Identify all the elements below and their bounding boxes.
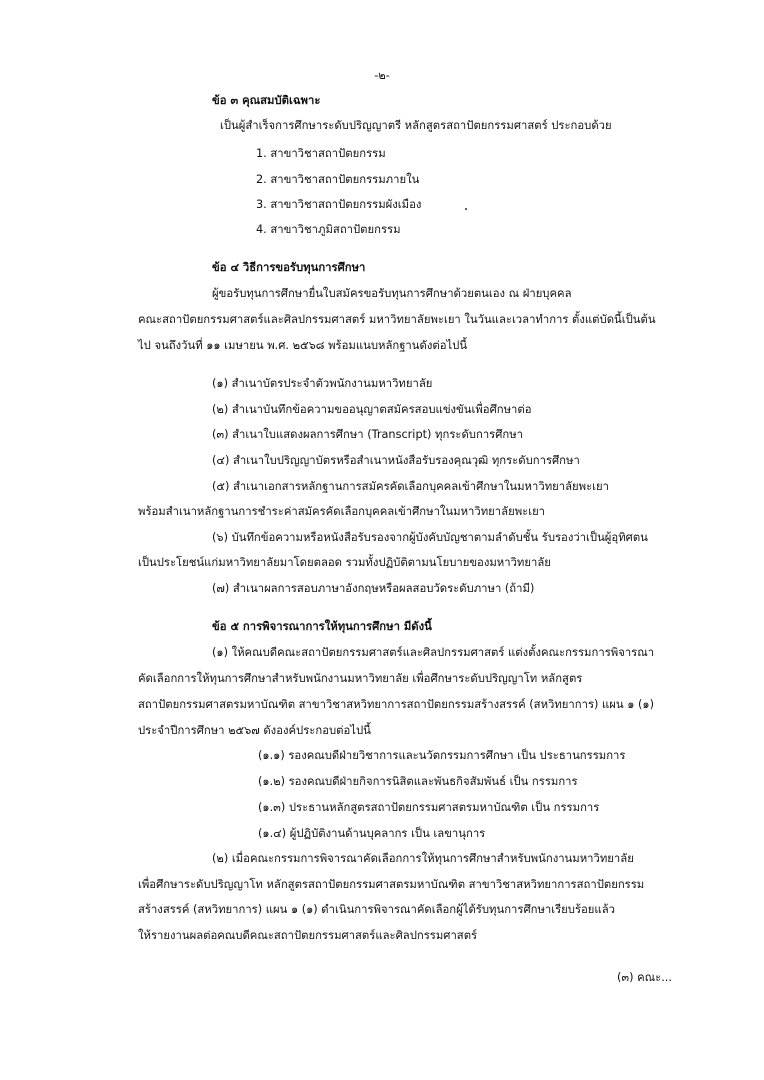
section-3-intro: เป็นผู้สำเร็จการศึกษาระดับปริญญาตรี หลักสูตรสถาปัตยกรรมศาสตร์ ประกอบด้วย	[220, 119, 612, 132]
section-3-item: 2. สาขาวิชาสถาปัตยกรรมภายใน	[256, 173, 420, 186]
section-4-item: (๑) สำเนาบัตรประจำตัวพนักงานมหาวิทยาลัย	[212, 377, 433, 390]
section-5-paragraph-line: สร้างสรรค์ (สหวิทยาการ) แผน ๑ (๑) ดำเนินการพิจารณาคัดเลือกผู้ได้รับทุนการศึกษาเรียบร้อยแล้ว	[138, 903, 615, 916]
section-4-item: (๓) สำเนาใบแสดงผลการศึกษา (Transcript) ทุกระดับการศึกษา	[212, 428, 524, 441]
section-4-item: (๖) บันทึกข้อความหรือหนังสือรับรองจากผู้บังคับบัญชาตามลำดับชั้น รับรองว่าเป็นผู้อุทิศตน	[212, 531, 648, 544]
section-5-paragraph-line: เพื่อศึกษาระดับปริญญาโท หลักสูตรสถาปัตยกรรมศาสตรมหาบัณฑิต สาขาวิชาสหวิทยาการสถาปัตยกรรม	[138, 878, 645, 891]
section-5-paragraph-line: (๑) ให้คณบดีคณะสถาปัตยกรรมศาสตร์และศิลปกรรมศาสตร์ แต่งตั้งคณะกรรมการพิจารณา	[212, 646, 655, 659]
section-4-paragraph-line: คณะสถาปัตยกรรมศาสตร์และศิลปกรรมศาสตร์ มหาวิทยาลัยพะเยา ในวันและเวลาทำการ ตั้งแต่บัดนี้เป็นต้น	[138, 313, 656, 326]
committee-member: (๑.๓) ประธานหลักสูตรสถาปัตยกรรมศาสตรมหาบัณฑิต เป็น กรรมการ	[258, 801, 600, 814]
continuation-text: (๓) คณะ...	[616, 971, 672, 984]
section-4-paragraph-line: ไป จนถึงวันที่ ๑๑ เมษายน พ.ศ. ๒๕๖๘ พร้อมแนบหลักฐานดังต่อไปนี้	[138, 339, 468, 352]
section-5-paragraph-line: (๒) เมื่อคณะกรรมการพิจารณาคัดเลือกการให้ทุนการศึกษาสำหรับพนักงานมหาวิทยาลัย	[212, 852, 634, 865]
section-3-heading: ข้อ ๓ คุณสมบัติเฉพาะ	[212, 94, 321, 107]
section-4-item: (๒) สำเนาบันทึกข้อความขออนุญาตสมัครสอบแข่งขันเพื่อศึกษาต่อ	[212, 403, 532, 416]
section-5-paragraph-line: ให้รายงานผลต่อคณบดีคณะสถาปัตยกรรมศาสตร์และศิลปกรรมศาสตร์	[138, 929, 478, 942]
section-4-heading: ข้อ ๔ วิธีการขอรับทุนการศึกษา	[212, 261, 366, 274]
section-5-paragraph-line: สถาปัตยกรรมศาสตรมหาบัณฑิต สาขาวิชาสหวิทยาการสถาปัตยกรรมสร้างสรรค์ (สหวิทยาการ) แผน ๑ (๑)	[138, 698, 654, 711]
section-3-item: 1. สาขาวิชาสถาปัตยกรรม	[256, 147, 386, 160]
committee-member: (๑.๔) ผู้ปฏิบัติงานด้านบุคลากร เป็น เลขานุการ	[258, 827, 486, 840]
section-3-item: 4. สาขาวิชาภูมิสถาปัตยกรรม	[256, 223, 401, 236]
section-3-item: 3. สาขาวิชาสถาปัตยกรรมผังเมือง	[256, 198, 422, 211]
section-5-paragraph-line: คัดเลือกการให้ทุนการศึกษาสำหรับพนักงานมหาวิทยาลัย เพื่อศึกษาระดับปริญญาโท หลักสูตร	[138, 672, 583, 685]
committee-member: (๑.๒) รองคณบดีฝ่ายกิจการนิสิตและพันธกิจสัมพันธ์ เป็น กรรมการ	[258, 775, 578, 788]
section-4-paragraph-line: ผู้ขอรับทุนการศึกษายื่นใบสมัครขอรับทุนการศึกษาด้วยตนเอง ณ ฝ่ายบุคคล	[212, 287, 572, 300]
section-4-item-continued: พร้อมสำเนาหลักฐานการชำระค่าสมัครคัดเลือกบุคคลเข้าศึกษาในมหาวิทยาลัยพะเยา	[138, 505, 546, 518]
committee-member: (๑.๑) รองคณบดีฝ่ายวิชาการและนวัตกรรมการศึกษา เป็น ประธานกรรมการ	[258, 749, 626, 762]
section-4-item: (๗) สำเนาผลการสอบภาษาอังกฤษหรือผลสอบวัดระดับภาษา (ถ้ามี)	[212, 582, 535, 595]
section-5-paragraph-line: ประจำปีการศึกษา ๒๕๖๗ ดังองค์ประกอบต่อไปนี้	[138, 724, 371, 737]
section-5-heading: ข้อ ๕ การพิจารณาการให้ทุนการศึกษา มีดังนี้	[212, 620, 432, 633]
section-4-item: (๕) สำเนาเอกสารหลักฐานการสมัครคัดเลือกบุคคลเข้าศึกษาในมหาวิทยาลัยพะเยา	[212, 480, 609, 493]
page-number: -๒-	[374, 69, 390, 82]
section-4-item: (๔) สำเนาใบปริญญาบัตรหรือสำเนาหนังสือรับรองคุณวุฒิ ทุกระดับการศึกษา	[212, 454, 580, 467]
section-4-item-continued: เป็นประโยชน์แก่มหาวิทยาลัยมาโดยตลอด รวมทั้งปฏิบัติตามนโยบายของมหาวิทยาลัย	[138, 556, 551, 569]
stray-dot	[465, 208, 467, 210]
